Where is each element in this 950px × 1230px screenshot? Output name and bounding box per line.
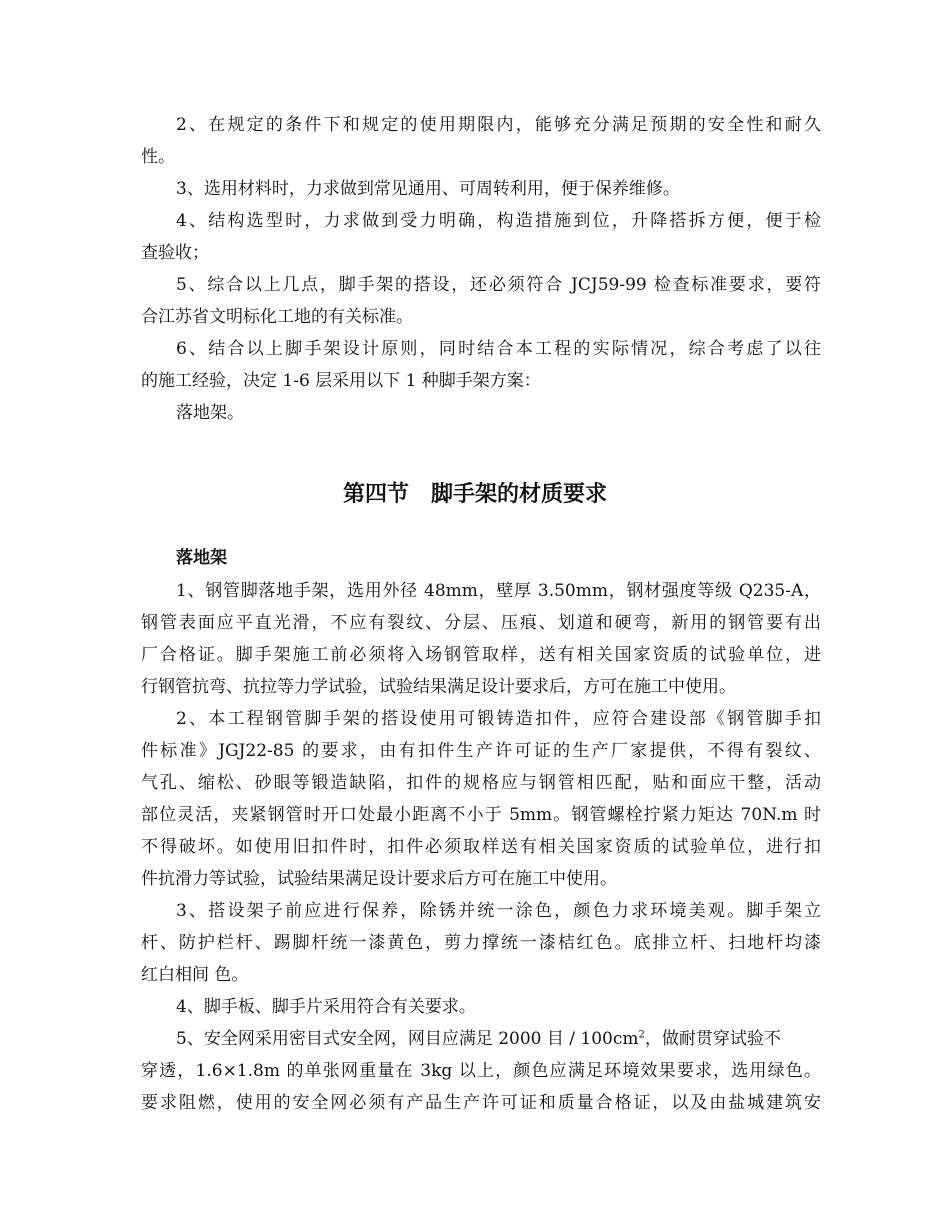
item-2-line-6: 件抗滑力等试验，试验结果满足设计要求后方可在施工中使用。 [141,869,617,889]
item-3-line-2: 杆、防护栏杆、踢脚杆统一漆黄色，剪力撑统一漆桔红色。底排立杆、扫地杆均漆 [141,933,821,953]
paragraph-2-line-1: 2、在规定的条件下和规定的使用期限内，能够充分满足预期的安全性和耐久 [176,115,821,135]
item-5-line-1-text-a: 5、安全网采用密目式安全网，网目应满足 2000 目 / 100cm [176,1029,639,1049]
item-5-line-1-text-b: ，做耐贯穿试验不 [644,1029,781,1049]
item-5-line-3: 要求阻燃，使用的安全网必须有产品生产许可证和质量合格证，以及由盐城建筑安 [141,1093,821,1113]
paragraph-5-line-2: 合江苏省文明标化工地的有关标准。 [141,307,413,327]
paragraph-4-line-2: 查验收； [141,243,209,263]
paragraph-5-line-1: 5、综合以上几点，脚手架的搭设，还必须符合 JCJ59-99 检查标准要求，要符 [176,275,821,295]
paragraph-6-line-1: 6、结合以上脚手架设计原则，同时结合本工程的实际情况，综合考虑了以往 [176,339,821,359]
subheading: 落地架 [176,548,227,568]
item-3-line-1: 3、搭设架子前应进行保养，除锈并统一涂色，颜色力求环境美观。脚手架立 [176,901,821,921]
paragraph-4-line-1: 4、结构选型时，力求做到受力明确，构造措施到位，升降搭拆方便，便于检 [176,211,821,231]
item-2-line-5: 不得破坏。如使用旧扣件时，扣件必须取样送有相关国家资质的试验单位，进行扣 [141,837,821,857]
item-2-line-3: 气孔、缩松、砂眼等锻造缺陷，扣件的规格应与钢管相匹配，贴和面应干整，活动 [141,773,821,793]
paragraph-2-line-2: 性。 [141,147,175,167]
item-2-line-4: 部位灵活，夹紧钢管时开口处最小距离不小于 5mm。钢管螺栓拧紧力矩达 70N.m 时 [141,805,821,825]
item-1-line-1: 1、钢管脚落地手架，选用外径 48mm，壁厚 3.50mm，钢材强度等级 Q235-A， [176,581,821,601]
section-title: 第四节 脚手架的材质要求 [342,482,607,507]
paragraph-6-line-2: 的施工经验，决定 1-6 层采用以下 1 种脚手架方案： [141,371,541,391]
item-1-line-2: 钢管表面应平直光滑，不应有裂纹、分层、压痕、划道和硬弯，新用的钢管要有出 [141,613,821,633]
item-1-line-4: 行钢管抗弯、抗拉等力学试验，试验结果满足设计要求后，方可在施工中使用。 [141,677,736,697]
item-4-line-1: 4、脚手板、脚手片采用符合有关要求。 [176,997,476,1017]
paragraph-3-line-1: 3、选用材料时，力求做到常见通用、可周转利用，便于保养维修。 [176,179,680,199]
paragraph-7-line-1: 落地架。 [176,403,244,423]
item-2-line-2: 件标准》JGJ22-85 的要求，由有扣件生产许可证的生产厂家提供，不得有裂纹、 [141,741,821,761]
item-2-line-1: 2、本工程钢管脚手架的搭设使用可锻铸造扣件，应符合建设部《钢管脚手扣 [176,709,821,729]
item-5-line-2: 穿透，1.6×1.8m 的单张网重量在 3kg 以上，颜色应满足环境效果要求，选用绿色。 [141,1061,821,1081]
item-5-line-1 [176,1028,821,1050]
item-1-line-3: 厂合格证。脚手架施工前必须将入场钢管取样，送有相关国家资质的试验单位，进 [141,645,821,665]
superscript-2: 2 [638,1029,645,1041]
item-3-line-3: 红白相间 色。 [141,965,249,985]
